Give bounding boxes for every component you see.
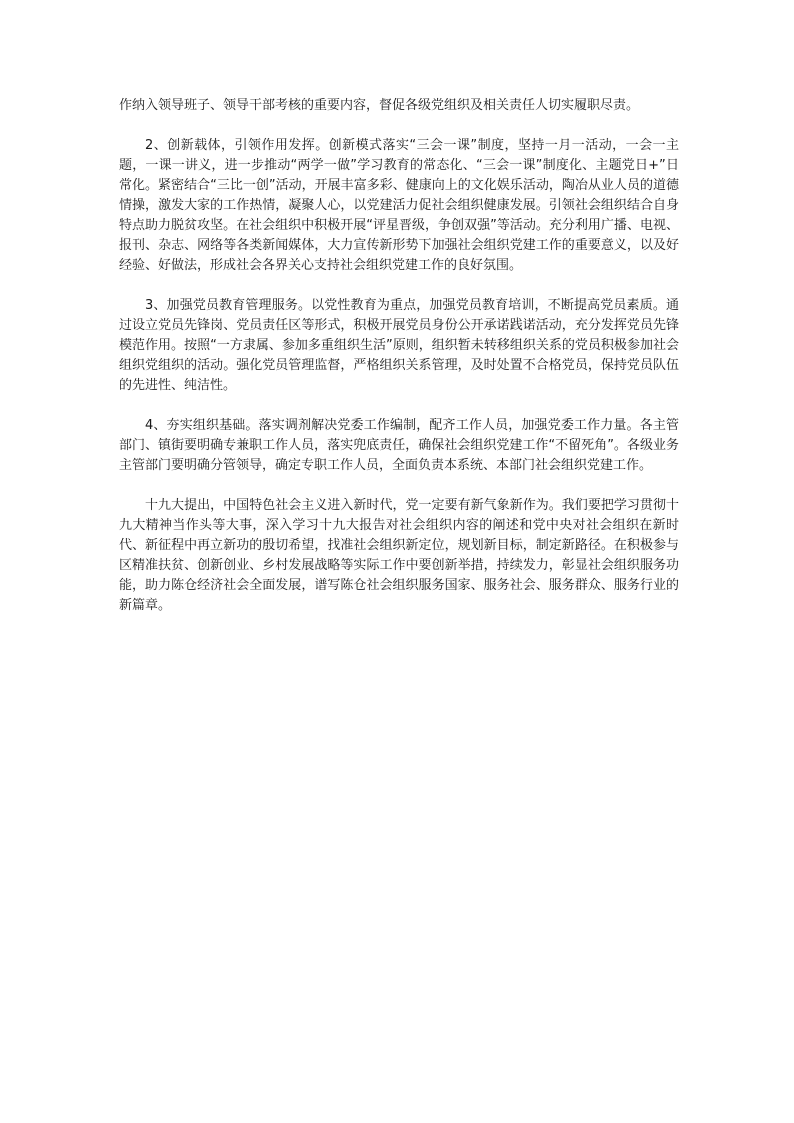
paragraph-gap	[119, 276, 679, 296]
paragraph-conclusion: 十九大提出，中国特色社会主义进入新时代，党一定要有新气象新作为。我们要把学习贯彻十九大精神当作头等大事，深入学习十九大报告对社会组织内容的阐述和党中央对社会组织在新时代、新征程中再立新功的殷切希望，找准社会组织新定位，规划新目标，制定新路径。在积极参与区精准扶贫、创新创业、乡村发展战略等实际工作中要创新举措，持续发力，彰显社会组织服务功能，助力陈仓经济社会全面发展，谱写陈仓社会组织服务国家、服务社会、服务群众、服务行业的新篇章。	[119, 498, 679, 613]
paragraph-gap	[119, 476, 679, 496]
paragraph-continuation: 作纳入领导班子、领导干部考核的重要内容，督促各级党组织及相关责任人切实履职尽责。	[119, 98, 640, 113]
paragraph-item-3: 3、加强党员教育管理服务。以党性教育为重点，加强党员教育培训，不断提高党员素质。通过设立党员先锋岗、党员责任区等形式，积极开展党员身份公开承诺践诺活动，充分发挥党员先锋模范作用。按照“一方隶属、参加多重组织生活”原则，组织暂未转移组织关系的党员积极参加社会组织党组织的活动。强化党员管理监督，严格组织关系管理，及时处置不合格党员，保持党员队伍的先进性、纯洁性。	[119, 298, 679, 393]
paragraph-gap	[119, 116, 679, 136]
document-page	[119, 96, 679, 616]
paragraph-item-4: 4、夯实组织基础。落实调剂解决党委工作编制，配齐工作人员，加强党委工作力量。各主管部门、镇街要明确专兼职工作人员，落实兜底责任，确保社会组织党建工作“不留死角”。各级业务主管部门要明确分管领导，确定专职工作人员，全面负责本系统、本部门社会组织党建工作。	[119, 418, 679, 473]
paragraph-gap	[119, 396, 679, 416]
paragraph-item-2: 2、创新载体，引领作用发挥。创新模式落实“三会一课”制度，坚持一月一活动，一会一主题，一课一讲义，进一步推动“两学一做”学习教育的常态化、“三会一课”制度化、主题党日+”日常化。紧密结合“三比一创”活动，开展丰富多彩、健康向上的文化娱乐活动，陶冶从业人员的道德情操，激发大家的工作热情，凝聚人心，以党建活力促社会组织健康发展。引领社会组织结合自身特点助力脱贫攻坚。在社会组织中积极开展“评星晋级，争创双强”等活动。充分利用广播、电视、报刊、杂志、网络等各类新闻媒体，大力宣传新形势下加强社会组织党建工作的重要意义，以及好经验、好做法，形成社会各界关心支持社会组织党建工作的良好氛围。	[119, 138, 679, 273]
